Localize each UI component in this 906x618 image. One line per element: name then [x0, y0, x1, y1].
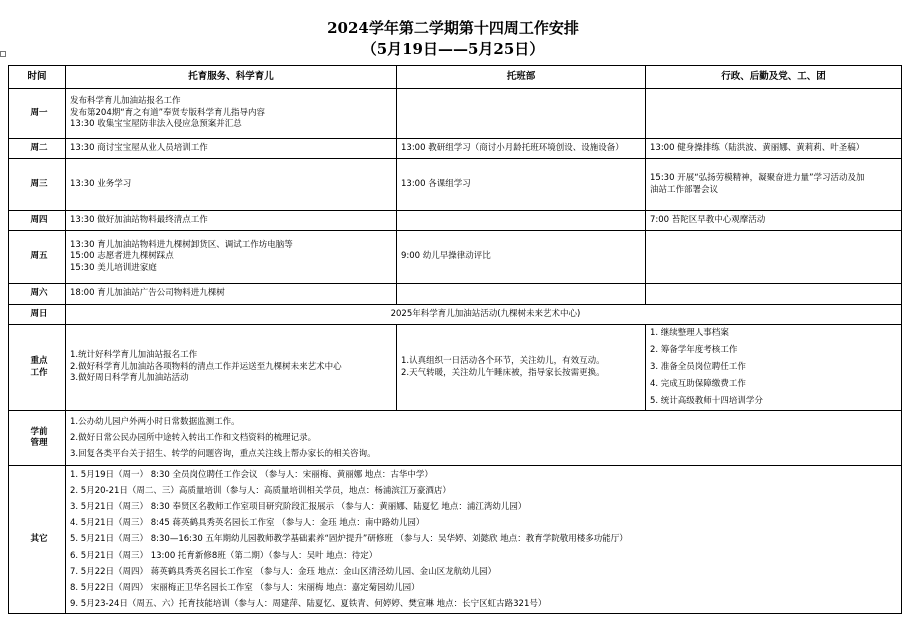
document-title: 2024学年第二学期第十四周工作安排 [327, 19, 579, 37]
cell-focus-childcare: 1.统计好科学育儿加油站报名工作 2.做好科学育儿加油站各项物料的清点工作并运送至九棵树未来艺术中心 3.做好周日科学育儿加油站活动 [66, 325, 397, 411]
table-header-row [9, 66, 902, 89]
list-item: 7. 5月22日（周四） 蒋英鹤具秀英名园长工作室 （参与人：金珏 地点：金山区清泾幼儿园、金山区龙航幼儿园） [70, 566, 497, 577]
table-row-others [9, 466, 902, 614]
cell-childcare: 发布科学育儿加油站报名工作 发布第204期“育之有道”奉贤专版科学育儿指导内容 13:30 收集宝宝屋防非法入侵应急预案并汇总 [66, 89, 397, 139]
list-item: 6. 5月21日（周三） 13:00 托育新修8班（第二期）（参与人：吴叶 地点：待定） [70, 550, 378, 561]
table-row-wednesday [9, 159, 902, 211]
table-row-sunday [9, 305, 902, 325]
cell-admin: 13:00 健身操排练（陆洪波、黄丽娜、黄莉莉、叶圣稿） [646, 139, 902, 159]
list-item: 1. 5月19日（周一） 8:30 全员岗位聘任工作会议 （参与人：宋丽梅、黄丽娜 地点：古华中学） [70, 469, 433, 480]
cell-nursery [397, 89, 646, 139]
cell-nursery: 13:00 教研组学习（商讨小月龄托班环境创设、设施设备） [397, 139, 646, 159]
list-item: 8. 5月22日（周四） 宋丽梅正卫华名园长工作室 （参与人：宋丽梅 地点：嘉定菊园幼儿园） [70, 583, 420, 593]
day-label: 周六 [9, 284, 66, 305]
cell-childcare: 18:00 育儿加油站广告公司物料进九棵树 [66, 284, 397, 305]
day-label: 周一 [9, 89, 66, 139]
list-item: 4. 5月21日（周三） 8:45 蒋英鹤具秀英名园长工作室 （参与人：金珏 地点：南中路幼儿园） [70, 518, 425, 529]
day-label: 周三 [9, 159, 66, 211]
others-label: 其它 [9, 466, 66, 614]
focus-label: 重点 工作 [9, 325, 66, 411]
cell-childcare: 13:30 做好加油站物料最终清点工作 [66, 211, 397, 231]
cell-preschool-notes: 1.公办幼儿园户外两小时日常数据监测工作。 2.做好日常公民办园所中途转入转出工作和文档资料的梳理记录。 3.回复各类平台关于招生、转学的问题咨询，重点关注线上帮办家长的相关咨询。 [66, 411, 902, 466]
cell-nursery: 13:00 各课组学习 [397, 159, 646, 211]
cell-others-list [66, 466, 902, 614]
table-row-preschool-management [9, 411, 902, 466]
header-nursery: 托班部 [397, 66, 646, 89]
day-label: 周日 [9, 305, 66, 325]
cell-childcare: 13:30 商讨宝宝屋从业人员培训工作 [66, 139, 397, 159]
cell-admin: 15:30 开展“弘扬劳模精神，凝聚奋进力量”学习活动及加 油站工作部署会议 [646, 159, 902, 211]
table-row-saturday [9, 284, 902, 305]
header-childcare: 托育服务、科学育儿 [66, 66, 397, 89]
list-item: 5. 5月21日（周三） 8:30—16:30 五年期幼儿园教师教学基础素养“固炉提升”研修班 （参与人：吴华婷、刘懿欣 地点：教育学院敬用楼多功能厅） [70, 534, 628, 545]
day-label: 周五 [9, 231, 66, 284]
preschool-label: 学前 管理 [9, 411, 66, 466]
table-row-friday [9, 231, 902, 284]
cell-focus-admin: 1. 继续整理人事档案 2. 筹备学年度考核工作 3. 准备全员岗位聘任工作 4. 完成互助保障缴费工作 5. 统计高级教师十四培训学分 [646, 325, 902, 411]
cell-childcare: 13:30 业务学习 [66, 159, 397, 211]
cell-nursery [397, 211, 646, 231]
table-row-thursday [9, 211, 902, 231]
cell-focus-nursery: 1.认真组织一日活动各个环节，关注幼儿，有效互动。 2.天气转暖，关注幼儿午睡床被，指导家长按需更换。 [397, 325, 646, 411]
cell-admin [646, 284, 902, 305]
table-row-tuesday [9, 139, 902, 159]
document-date-range: （5月19日——5月25日） [361, 40, 545, 58]
cell-nursery [397, 284, 646, 305]
cell-childcare: 13:30 育儿加油站物料进九棵树卸货区、调试工作坊电脑等 15:00 志愿者进九棵树踩点 15:30 美儿培训进家庭 [66, 231, 397, 284]
list-item: 9. 5月23-24日（周五、六）托育技能培训（参与人：周建萍、陆夏忆、夏铁青、何婷婷、樊宣琳 地点：长宁区虹古路321号） [70, 599, 547, 610]
table-move-handle-icon[interactable] [0, 51, 6, 57]
list-item: 2. 5月20-21日（周二、三）高质量培训（参与人：高质量培训相关学员，地点：杨浦滨江万豪酒店） [70, 485, 451, 496]
header-admin: 行政、后勤及党、工、团 [646, 66, 902, 89]
cell-admin [646, 231, 902, 284]
table-row-focus-work [9, 325, 902, 411]
header-time: 时间 [9, 66, 66, 89]
list-item: 3. 5月21日（周三） 8:30 奉贤区名教师工作室项目研究阶段汇报展示 （参与人：黄丽娜、陆夏忆 地点：浦江湾幼儿园） [70, 501, 527, 512]
cell-sunday-event: 2025年科学育儿加油站活动(九棵树未来艺术中心) [66, 305, 902, 325]
table-row-monday [9, 89, 902, 139]
cell-admin [646, 89, 902, 139]
day-label: 周二 [9, 139, 66, 159]
day-label: 周四 [9, 211, 66, 231]
cell-admin: 7:00 苔陀区早教中心观摩活动 [646, 211, 902, 231]
weekly-schedule-table [8, 65, 902, 614]
cell-nursery: 9:00 幼儿早操律动评比 [397, 231, 646, 284]
